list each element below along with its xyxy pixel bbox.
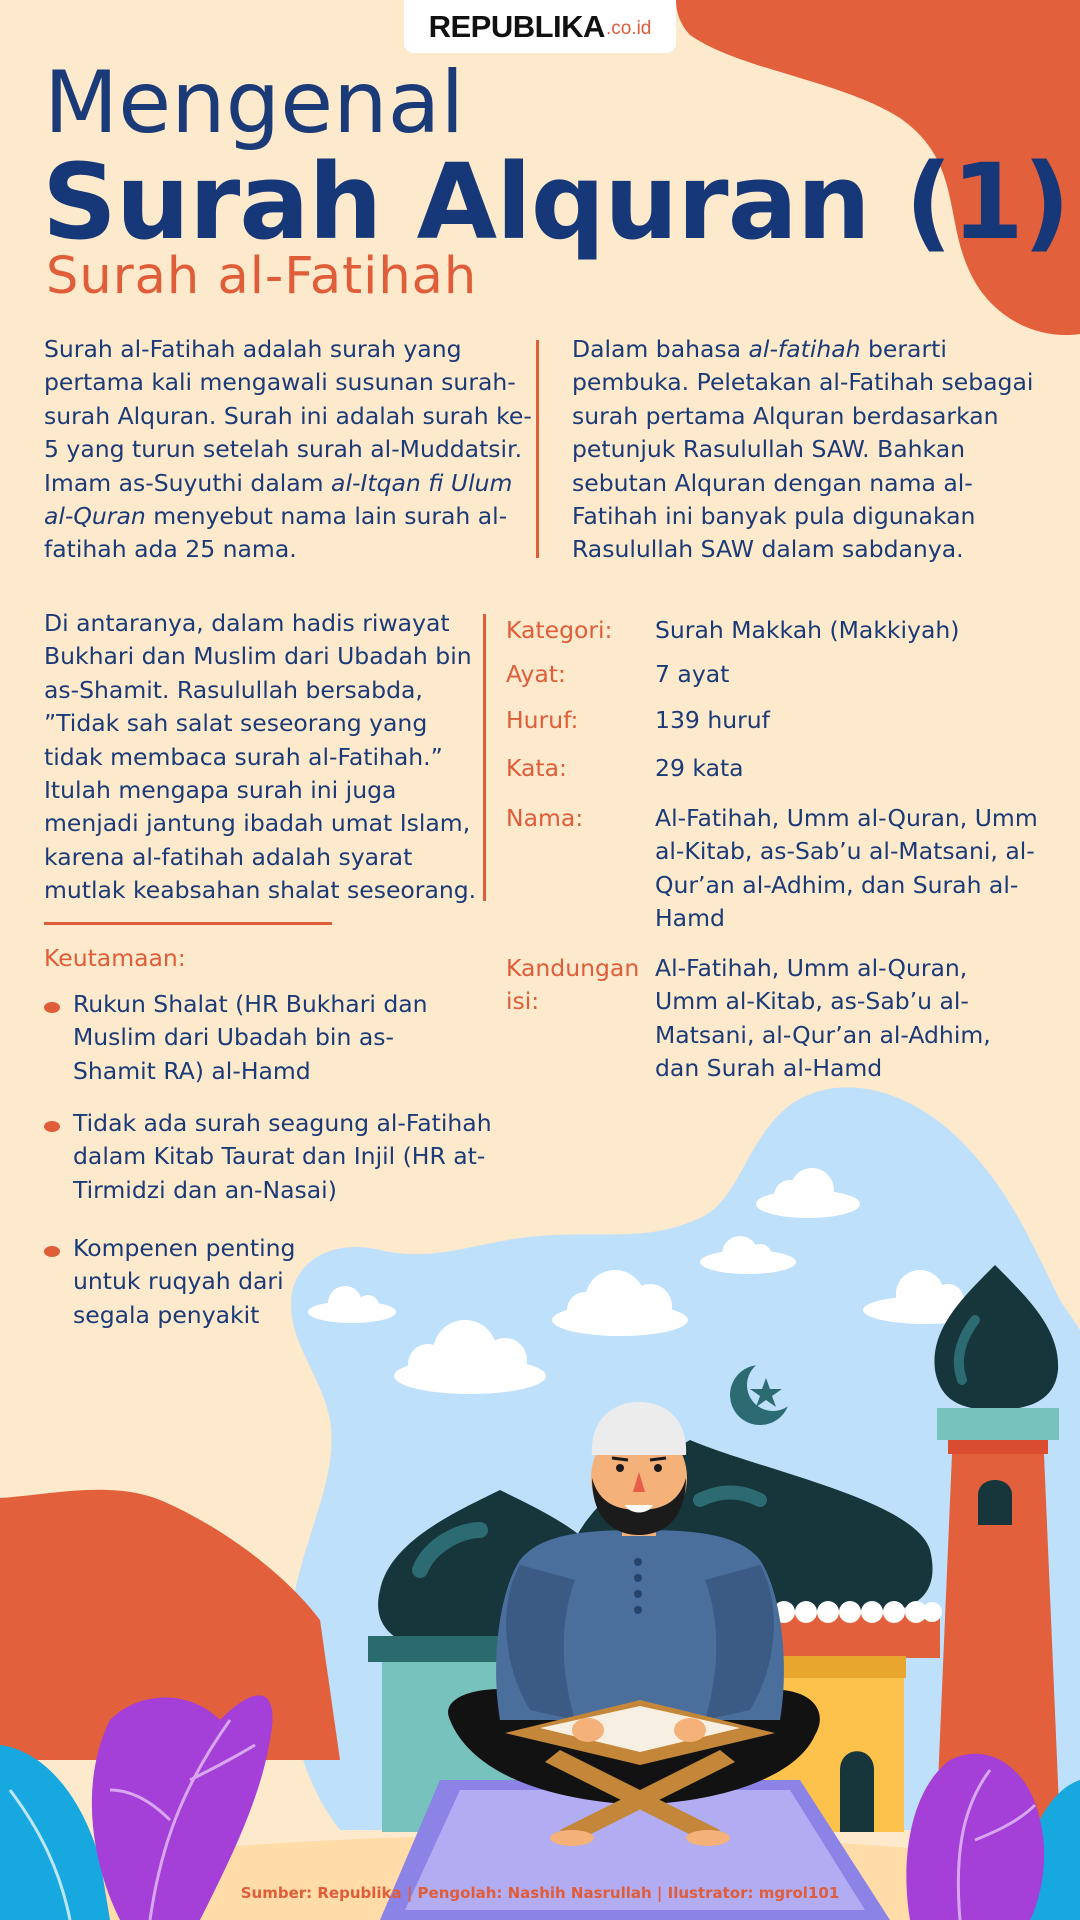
info-value-huruf: 139 huruf [655, 706, 770, 734]
keutamaan-item-3: Kompenen penting untuk ruqyah dari segala penyakit [73, 1234, 296, 1329]
keutamaan-item-2: Tidak ada surah seagung al-Fatihah dalam Kitab Taurat dan Injil (HR at-Tirmidzi dan an-Nasai) [73, 1109, 492, 1204]
title-line-1: Mengenal [44, 53, 465, 153]
info-label-kata: Kata: [506, 754, 567, 782]
bullet-icon [44, 1246, 60, 1257]
info-label-huruf: Huruf: [506, 706, 579, 734]
info-value-kandungan: Al-Fatihah, Umm al-Quran, Umm al-Kitab, as-Sab’u al-Matsani, al-Qur’an al-Adhim, dan Surah al-Hamd [655, 954, 991, 1083]
intro-right-italic: al-fatihah [748, 335, 861, 363]
minaret-illustration [934, 1265, 1060, 1830]
intro-left-text-1: Surah al-Fatihah adalah surah yang pertama kali mengawali susunan surah-surah Alquran. Surah ini adalah surah ke-5 yang turun setelah surah al-Muddatsir. Imam as-Suyuthi dalam [44, 335, 532, 497]
divider-vertical-2 [483, 614, 486, 901]
keutamaan-heading: Keutamaan: [44, 944, 186, 972]
divider-horizontal [44, 922, 332, 925]
info-label-nama: Nama: [506, 804, 584, 832]
title-line-2: Surah Alquran (1) [42, 141, 1070, 263]
info-value-ayat: 7 ayat [655, 660, 730, 688]
info-label-kandungan: Kandungan isi: [506, 954, 640, 1016]
republika-logo [404, 0, 676, 53]
info-label-kategori: Kategori: [506, 616, 613, 644]
bullet-icon [44, 1121, 60, 1132]
intro-left-italic: al-Itqan fi Ulum al-Quran [44, 468, 513, 531]
info-label-ayat: Ayat: [506, 660, 566, 688]
intro-left-text-2: menyebut nama lain surah al-fatihah ada 25 nama. [44, 502, 508, 564]
logo-sub-text: .co.id [605, 17, 652, 39]
intro-right-text-1: Dalam bahasa [572, 335, 749, 363]
info-value-kata: 29 kata [655, 754, 744, 782]
source-credit: Sumber: Republika | Pengolah: Nashih Nasrullah | Ilustrator: mgrol101 [240, 1884, 840, 1902]
keutamaan-item-1: Rukun Shalat (HR Bukhari dan Muslim dari Ubadah bin as-Shamit RA) al-Hamd [73, 990, 428, 1085]
logo-main-text: REPUBLIKA [428, 8, 605, 44]
hadith-paragraph: Di antaranya, dalam hadis riwayat Bukhari dan Muslim dari Ubadah bin as-Shamit. Rasulullah bersabda, ”Tidak sah salat seseorang yang tidak membaca surah al-Fatihah.” Itulah mengapa surah ini juga menjadi jantung ibadah umat Islam, karena al-fatihah adalah syarat mutlak keabsahan shalat seseorang. [44, 609, 477, 905]
intro-right-paragraph [572, 333, 1042, 567]
intro-right-text-2: berarti pembuka. Peletakan al-Fatihah sebagai surah pertama Alquran berdasarkan petunjuk Rasulullah SAW. Bahkan sebutan Alquran dengan nama al-Fatihah ini banyak pula digunakan Rasulullah SAW dalam sabdanya. [572, 335, 1034, 564]
info-value-kategori: Surah Makkah (Makkiyah) [655, 616, 960, 644]
info-value-nama: Al-Fatihah, Umm al-Quran, Umm al-Kitab, as-Sab’u al-Matsani, al-Qur’an al-Adhim, dan Surah al-Hamd [655, 804, 1038, 933]
intro-left-paragraph [44, 333, 532, 567]
subtitle: Surah al-Fatihah [46, 247, 478, 306]
bullet-icon [44, 1002, 60, 1013]
divider-vertical-1 [536, 340, 539, 558]
